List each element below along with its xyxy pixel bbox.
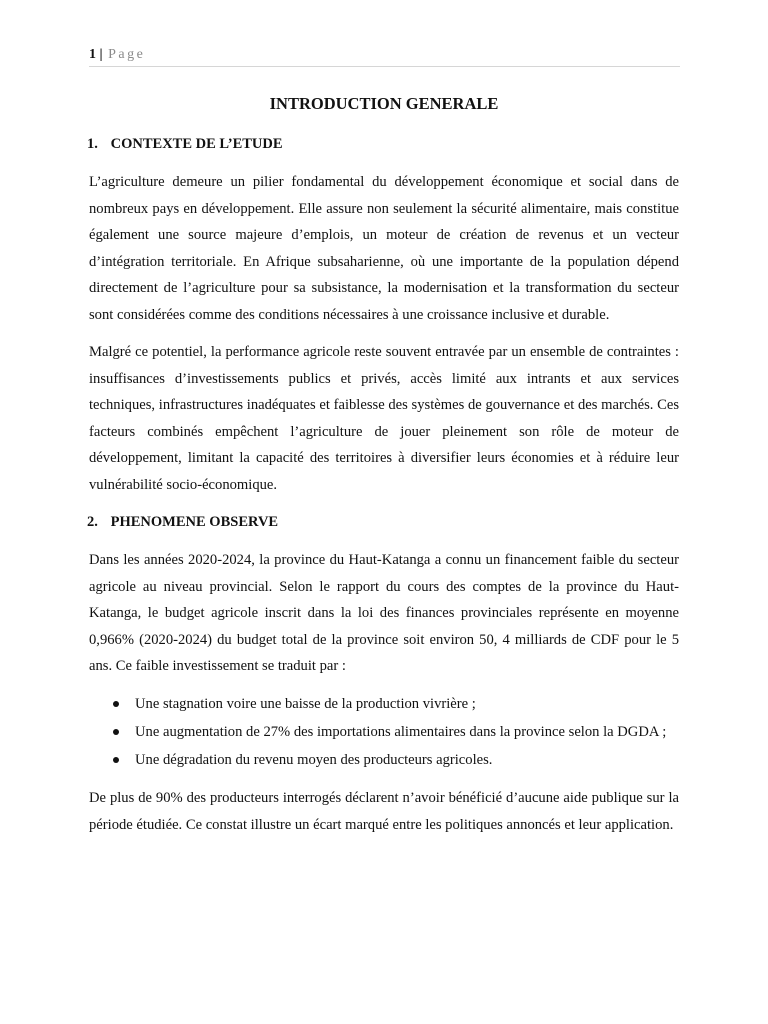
bullet-icon bbox=[113, 757, 119, 763]
list-item bbox=[89, 719, 689, 747]
section-heading-phenomene bbox=[87, 514, 278, 531]
list-item-text: Une stagnation voire une baisse de la production vivrière ; bbox=[135, 696, 476, 712]
list-item bbox=[89, 691, 689, 719]
page-number: 1 bbox=[89, 47, 96, 62]
section-heading-contexte bbox=[87, 136, 283, 153]
section-number: 2. bbox=[87, 514, 98, 530]
bullet-icon bbox=[113, 729, 119, 735]
paragraph-contexte-2: Malgré ce potentiel, la performance agricole reste souvent entravée par un ensemble de contraintes : insuffisances d’investissements publics et privés, accès limité aux intrants et aux services techniques, infrastructures inadéquates et faiblesse des systèmes de gouvernance et des marchés. Ces facteurs combinés empêchent l’agriculture de jouer pleinement son rôle de moteur de développement, limitant la capacité des territoires à diversifier leurs économies et à réduire leur vulnérabilité socio-économique. bbox=[89, 344, 679, 493]
page-separator: | bbox=[99, 47, 103, 62]
bullet-list bbox=[89, 691, 689, 775]
paragraph-phenomene-conclusion: De plus de 90% des producteurs interrogés déclarent n’avoir bénéficié d’aucune aide publique sur la période étudiée. Ce constat illustre un écart marqué entre les politiques annoncés et leur application. bbox=[89, 790, 679, 833]
page-header bbox=[89, 46, 680, 67]
section-title: PHENOMENE OBSERVE bbox=[110, 514, 279, 530]
page-label: Page bbox=[108, 47, 146, 62]
paragraph-contexte-1: L’agriculture demeure un pilier fondamental du développement économique et social dans de nombreux pays en développement. Elle assure non seulement la sécurité alimentaire, mais constitue également une source majeure d’emplois, un moteur de création de revenus et un vecteur d’intégration territoriale. En Afrique subsaharienne, où une importante de la population dépend directement de l’agriculture pour sa subsistance, la modernisation et la transformation du secteur sont considérées comme des conditions nécessaires à une croissance inclusive et durable. bbox=[89, 174, 679, 323]
bullet-icon bbox=[113, 701, 119, 707]
list-item-text: Une dégradation du revenu moyen des producteurs agricoles. bbox=[135, 752, 493, 768]
paragraph-phenomene-intro: Dans les années 2020-2024, la province du Haut-Katanga a connu un financement faible du secteur agricole au niveau provincial. Selon le rapport du cours des comptes de la province du Haut-Katanga, le budget agricole inscrit dans la loi des finances provinciales représente en moyenne 0,966% (2020-2024) du budget total de la province soit environ 50, 4 milliards de CDF pour le 5 ans. Ce faible investissement se traduit par : bbox=[89, 552, 679, 675]
section-title: CONTEXTE DE L’ETUDE bbox=[110, 136, 283, 152]
section-number: 1. bbox=[87, 136, 98, 152]
list-item bbox=[89, 747, 689, 775]
list-item-text: Une augmentation de 27% des importations alimentaires dans la province selon la DGDA ; bbox=[135, 724, 667, 740]
document-title: INTRODUCTION GENERALE bbox=[269, 94, 499, 113]
